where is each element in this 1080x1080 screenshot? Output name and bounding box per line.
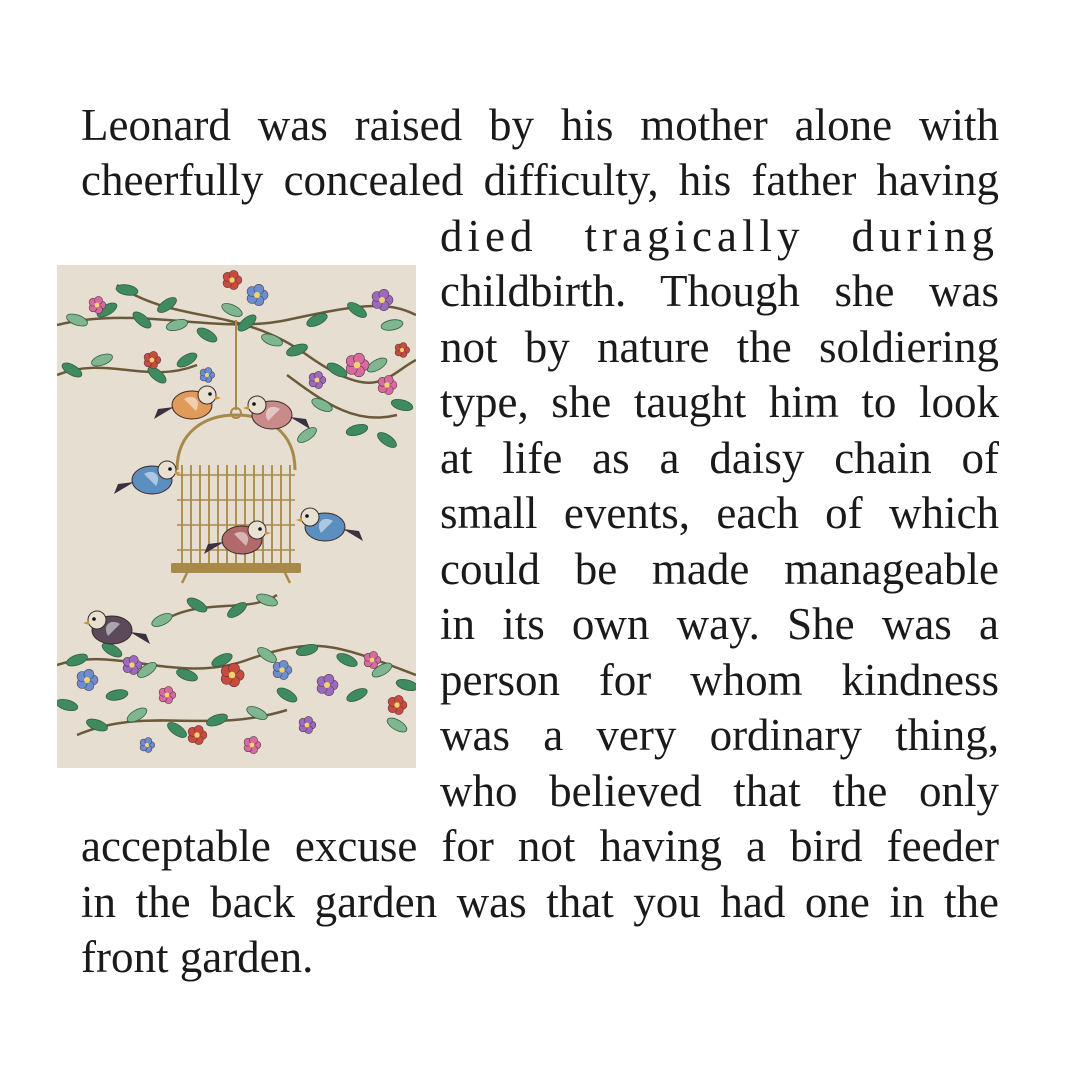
bird-head <box>248 396 266 414</box>
text-line: at life as a daisy chain of <box>440 433 999 483</box>
text-line: front garden. <box>81 932 314 982</box>
flower-center <box>145 743 149 747</box>
text-line: could be made manageable <box>440 544 999 594</box>
text-line: person for whom kindness <box>440 655 999 705</box>
flower-center <box>279 667 284 672</box>
text-line: small events, each of which <box>440 488 999 538</box>
flower-center <box>84 677 90 683</box>
flower-center <box>194 732 199 737</box>
flower-center <box>354 362 361 369</box>
text-line: who believed that the only <box>440 766 999 816</box>
flower-center <box>229 672 236 679</box>
flower-center <box>400 348 404 352</box>
bird-head <box>88 611 106 629</box>
text-line: died tragically during <box>440 211 999 261</box>
text-line: was a very ordinary thing, <box>440 710 999 760</box>
flower-center <box>205 373 209 377</box>
flower-center <box>394 702 399 707</box>
bird-eye <box>305 514 309 518</box>
flower-center <box>315 378 320 383</box>
flower-center <box>165 693 170 698</box>
bird-head <box>198 386 216 404</box>
flower-center <box>129 662 134 667</box>
bird-eye <box>208 392 212 396</box>
birdcage-illustration <box>57 265 416 768</box>
flower-center <box>305 723 310 728</box>
text-line: in the back garden was that you had one in the <box>81 877 999 927</box>
text-line: in its own way. She was a <box>440 599 999 649</box>
text-line: acceptable excuse for not having a bird feeder <box>81 821 999 871</box>
flower-center <box>324 682 330 688</box>
text-line: childbirth. Though she was <box>440 266 999 316</box>
flower-center <box>384 382 389 387</box>
bird-head <box>158 461 176 479</box>
flower-center <box>254 292 260 298</box>
bird-eye <box>252 402 256 406</box>
flower-center <box>229 277 234 282</box>
bird-head <box>301 508 319 526</box>
illustration-canvas <box>57 265 416 768</box>
text-line: cheerfully concealed difficulty, his father having <box>81 155 999 205</box>
flower-center <box>250 743 255 748</box>
flower-center <box>370 658 375 663</box>
bird-eye <box>92 617 96 621</box>
bird-eye <box>258 527 262 531</box>
text-line: type, she taught him to look <box>440 377 999 427</box>
bird-eye <box>168 467 172 471</box>
cage-base <box>171 563 301 573</box>
text-line: not by nature the soldiering <box>440 322 999 372</box>
bird-head <box>248 521 266 539</box>
flower-center <box>95 303 100 308</box>
flower-center <box>150 358 155 363</box>
text-line: Leonard was raised by his mother alone with <box>81 100 999 150</box>
flower-center <box>379 297 385 303</box>
